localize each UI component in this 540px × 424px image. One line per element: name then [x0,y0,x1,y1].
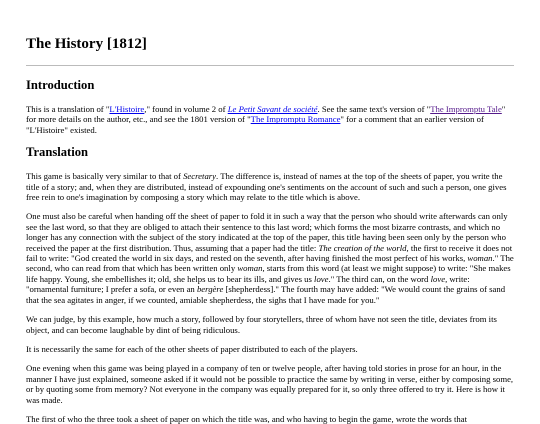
p2-italic-b: The creation of the world [318,242,407,253]
link-petit-savant-label: Le Petit Savant de société [227,104,318,114]
translation-paragraph-4: It is necessarily the same for each of the other sheets of paper distributed to each of the players. [26,343,358,354]
translation-paragraph-6: The first of who the three took a sheet of paper on which the title was, and who having to begin the game, wrote the words that [26,413,468,424]
p2-italic-l: bergère [196,284,224,295]
p2-italic-d: woman [467,253,493,264]
translation-paragraph-1 [26,171,514,202]
intro-text-4: " for more details on the author, etc., and see the 1801 version of " [26,104,506,125]
translation-heading: Translation [26,145,89,160]
p2-text-k: , write: "ornamental furniture; I prefer a sofa, or even an [26,273,470,295]
p2-italic-h: love [314,273,329,284]
intro-text-3: . See the same text's version of " [317,104,431,114]
p2-text-c: , the first to receive it does not fail to write: "God created the world in six days, and rested on the seventh, after having finished the most perfect of his works, [26,242,513,264]
p2-text-a: One must also be careful when handing off the sheet of paper to fold it in such a way that the person who should write afterwards can only see the last word, so that they are obliged to attach their sentence to this last word; which forms the most bizarre contrasts, and which no longer has any connection with the subject of the story indicated at the top of the paper, this title having been seen only by the person who received the paper at the first distribution. Thus, assuming that a paper had the title: [26,211,508,253]
intro-text-1: This is a translation of " [26,104,110,114]
page-title: The History [1812] [26,36,147,52]
link-impromptu-tale[interactable]: The Impromptu Tale [430,104,502,114]
p2-italic-j: love [430,273,446,284]
p2-text-i: ." The third can, on the word [328,273,431,284]
link-petit-savant[interactable] [228,104,318,114]
title-divider [26,65,514,66]
p1-text-c: . The difference is, instead of names at the top of the sheets of paper, you write the title of a story; and, when they are distributed, instead of expounding one's sentiments on the account of such and such a person, one gives free rein to one's imagination by composing a story which may relate to the title which is above. [26,171,507,203]
p1-text-a: This game is basically very similar to that of [26,171,184,182]
p2-text-e: ." The second, who can read from that which has been written only [26,253,514,274]
translation-paragraph-5: One evening when this game was being played in a company of ten or twelve people, after having told stories in prose for an hour, in the manner I have just explained, someone asked if it would not be possible to practice the same by writing in verse, either by composing some, or by quoting some from memory? Not everyone in the company was equally prepared for it, so only three offered to try it. Here is how it was made. [26,363,514,405]
intro-text-5: " for a comment that an earlier version of "L'Histoire" existed. [26,114,484,135]
intro-text-2: ," found in volume 2 of [144,104,228,114]
link-lhistoire[interactable]: L'Histoire [109,104,145,114]
p2-text-g: , starts from this word (at least we might suppose) to write: "She makes life happy. Young, she embellishes it; old, she helps us to bear its ills, and gives us [26,263,511,284]
p2-italic-f: woman [237,263,263,274]
p2-text-m: [shepherdess]." The fourth may have added: "We would count the grains of sand that the sea agitates in anger, if we counted, amiable shepherdess, the sighs that I have made for you." [26,284,506,305]
introduction-heading: Introduction [26,78,95,92]
translation-paragraph-2 [26,211,514,305]
introduction-paragraph [26,104,514,135]
translation-paragraph-3: We can judge, by this example, how much a story, followed by four storytellers, three of whom have not seen the title, deviates from its object, and can become laughable by dint of being ridiculous. [26,314,497,335]
link-impromptu-romance[interactable]: The Impromptu Romance [250,114,341,125]
p1-italic-secretary: Secretary [183,171,217,182]
